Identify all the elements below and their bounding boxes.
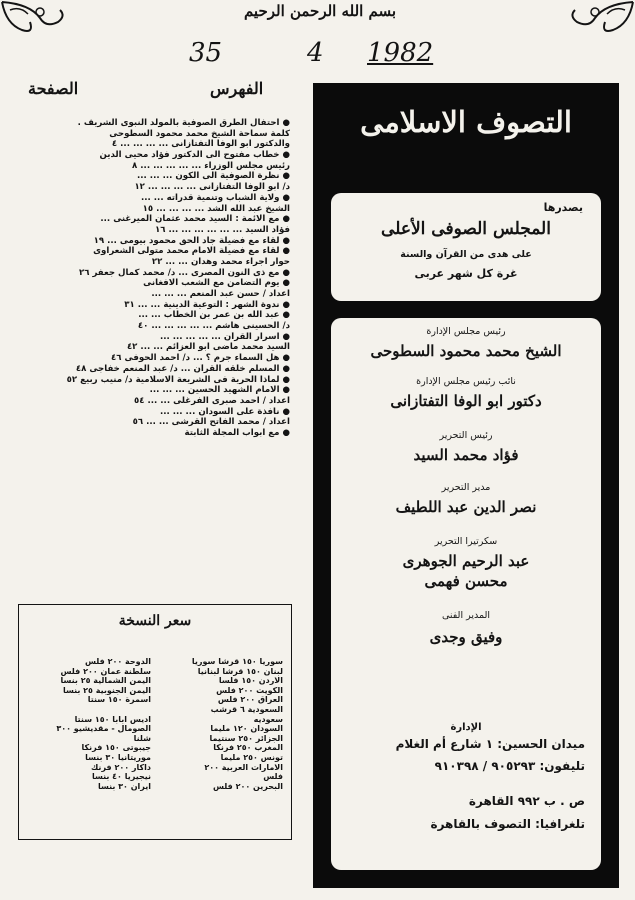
staff-card bbox=[331, 318, 601, 778]
price-entry: العراق ٢٠٠ فلس bbox=[217, 695, 283, 705]
price-entry: لبنان ١٥٠ قرشا لبنانيا bbox=[197, 666, 283, 676]
price-title: سعر النسخة bbox=[118, 613, 192, 629]
toc-entry: د/ ابو الوفا التفتازانى ... ... ... ... ١٢ bbox=[134, 182, 290, 193]
toc-entry: اعداد / احمد صبرى الفرغلى ... ... ٥٤ bbox=[134, 395, 290, 406]
frequency-line: غرة كل شهر عربى bbox=[414, 267, 518, 280]
guidance-line: على هدى من القرآن والسنة bbox=[400, 249, 532, 260]
toc-entry: رئيس مجلس الوزراء ... ... ... ... ... ٨ bbox=[132, 160, 290, 171]
toc-entry: ● ولاية الشباب وتنمية قدراته ... ... bbox=[141, 192, 290, 203]
admin-pobox: ص . ب ٩٩٢ القاهرة bbox=[468, 794, 585, 808]
toc-entry: د/ الحسينى هاشم ... ... ... ... ... ٤٠ bbox=[137, 321, 290, 332]
staff-name: عبد الرحيم الجوهرى bbox=[402, 552, 530, 570]
price-entry: السعودية ٦ قرشب bbox=[210, 704, 283, 714]
issue-year: 1982 bbox=[367, 38, 434, 68]
toc-title: الفهرس bbox=[210, 79, 264, 98]
price-entry: جيبوتى ١٥٠ فرنكا bbox=[81, 743, 151, 753]
staff-role: المدير الفنى bbox=[441, 610, 491, 621]
admin-address: ميدان الحسين: ١ شارع أم الغلام bbox=[395, 737, 585, 751]
toc-entry: ● لماذا الحرية فى الشريعة الاسلامية د/ منيب ربيع ٥٢ bbox=[66, 374, 290, 385]
ornament-corner-left bbox=[0, 0, 90, 40]
staff-name: دكتور ابو الوفا التفتازانى bbox=[390, 392, 542, 410]
toc-entry: ● نظرة الصوفية الى الكون ... ... ... bbox=[137, 171, 290, 182]
council-name: المجلس الصوفى الأعلى bbox=[381, 219, 551, 239]
price-entry: المغرب ٢٥٠ فرنكا bbox=[213, 743, 283, 753]
toc-entry: ● احتفال الطرق الصوفية بالمولد النبوى الشريف . bbox=[77, 118, 290, 128]
price-entry: تونس ٢٥٠ مليما bbox=[220, 752, 283, 762]
staff-role: سكرتيرا التحرير bbox=[434, 536, 498, 547]
price-entry: داكار ٢٠٠ فرنك bbox=[90, 762, 151, 772]
toc-entry: ● لقاء مع فضيلة الامام محمد متولى الشعراوى bbox=[93, 246, 290, 257]
price-entry: فلس bbox=[263, 772, 283, 782]
published-by: يصدرها bbox=[543, 201, 583, 214]
price-entry: سعوديه bbox=[253, 714, 283, 724]
staff-role: رئيس مجلس الإدارة bbox=[426, 326, 506, 337]
handwritten-issue-line bbox=[185, 38, 475, 78]
staff-role: نائب رئيس مجلس الإدارة bbox=[416, 376, 516, 387]
price-entry: نيجيريا ٤٠ بنسا bbox=[91, 772, 151, 782]
toc-entry: الشيخ عبد الله الشد ... ... ... ... ١٥ bbox=[142, 203, 290, 214]
staff-name: فؤاد محمد السيد bbox=[413, 446, 519, 464]
price-entry: الدوحة ٢٠٠ فلس bbox=[84, 657, 151, 666]
staff-role: رئيس التحرير bbox=[439, 430, 493, 441]
toc-entry: ● المسلم خلقه القرآن ... د/ عبد المنعم خفاجى ٤٨ bbox=[75, 363, 290, 374]
toc-entry: حوار اجراء محمد وهدان ... ... ٢٢ bbox=[151, 256, 290, 267]
toc-entry: ● مع ذى النون المصرى ... د/ محمد كمال جعفر ٢٦ bbox=[78, 267, 290, 278]
toc-entry: السيد محمد ماضى ابو العزائم ... ... ٤٢ bbox=[126, 342, 290, 353]
toc-entry: ● ندوة الشهر : التوعية الدينية ... ... ٣١ bbox=[124, 299, 290, 310]
staff-name: نصر الدين عبد اللطيف bbox=[395, 498, 537, 516]
staff-name: وفيق وجدى bbox=[429, 628, 503, 646]
toc-entry: ● لقاء مع فضيلة جاد الحق محمود بيومى ... ١٩ bbox=[93, 235, 290, 246]
admin-label: الإدارة bbox=[450, 722, 482, 733]
price-entry: الاردن ١٥٠ فلسا bbox=[218, 676, 283, 686]
staff-name: الشيخ محمد محمود السطوحى bbox=[370, 342, 562, 360]
publisher-card bbox=[331, 193, 601, 301]
admin-telegraph: تلغرافيا: التصوف بالقاهرة bbox=[430, 817, 585, 831]
toc-entry: اعداد / حسن عبد المنعم ... ... ... bbox=[151, 289, 290, 299]
toc-entry: ● اسرار القرآن ... ... ... ... ... bbox=[159, 331, 290, 342]
price-column-left bbox=[27, 657, 151, 791]
admin-phone: تليفون: ٩٠٥٢٩٣ / ٩١٠٣٩٨ bbox=[434, 759, 585, 773]
toc-entry: اعداد / محمد الفاتح القرشى ... ... ٥٦ bbox=[132, 417, 290, 428]
toc-entry: فؤاد السيد ... ... ... ... ... ... ١٦ bbox=[155, 224, 290, 235]
price-entry bbox=[27, 705, 151, 715]
staff-role: مدير التحرير bbox=[441, 482, 491, 493]
toc-entry: والدكتور ابو الوفا التفتازانى ... ... ... ... ٤ bbox=[111, 139, 290, 150]
toc-entry: كلمة سماحة الشيخ محمد محمود السطوحى bbox=[109, 128, 290, 139]
price-entry: الكويت ٢٠٠ فلس bbox=[216, 685, 283, 695]
price-entry: سلطنة عمان ٢٠٠ فلس bbox=[60, 666, 151, 676]
toc-entry: ● خطاب مفتوح الى الدكتور فؤاد محيى الدين bbox=[99, 150, 290, 161]
price-entry: موريتانيا ٣٠ بنسا bbox=[85, 752, 151, 762]
price-column-right bbox=[159, 657, 283, 791]
price-entry: اسمرة ١٥٠ سنتا bbox=[87, 695, 151, 705]
basmala: بسم الله الرحمن الرحيم bbox=[243, 2, 397, 20]
toc-page-heading: الصفحة bbox=[28, 79, 79, 98]
price-entry: ايران ٣٠ بنسا bbox=[97, 781, 151, 791]
toc-entry: ● يوم التضامن مع الشعب الافغانى bbox=[143, 278, 290, 289]
toc-entry: ● هل السماء جرم ؟ ... د/ احمد الحوفى ٤٦ bbox=[111, 353, 290, 364]
price-entry: الامارات العربية ٢٠٠ bbox=[204, 762, 283, 772]
issue-month: 4 bbox=[307, 38, 324, 68]
price-entry: اليمن الجنوبية ٢٥ بنسا bbox=[62, 685, 151, 695]
toc-entry: ● نافذة على السودان ... ... ... bbox=[159, 406, 290, 417]
price-entry: اليمن الشمالية ٢٥ بنسا bbox=[60, 676, 151, 686]
price-entry: اديس ابابا ١٥٠ سنتا bbox=[74, 714, 151, 724]
price-entry: الصومال - مقديشيو ٣٠٠ bbox=[56, 724, 151, 734]
price-entry: شلنا bbox=[133, 733, 151, 743]
masthead-panel bbox=[313, 83, 619, 888]
staff-name: محسن فهمى bbox=[424, 572, 508, 590]
issue-number: 35 bbox=[189, 38, 223, 68]
price-entry: سوريا ١٥٠ قرشا سوريا bbox=[191, 657, 283, 666]
price-entry: الجزائر ٢٥٠ سنتيما bbox=[209, 733, 283, 743]
admin-card bbox=[331, 710, 601, 870]
toc-entry: ● مع ابواب المجلة الثابتة bbox=[184, 427, 290, 438]
price-entry: البحرين ٢٠٠ فلس bbox=[212, 781, 283, 791]
price-box bbox=[18, 604, 292, 840]
price-entry: السودان ١٢٠ مليما bbox=[210, 724, 283, 734]
toc-list bbox=[18, 118, 290, 439]
toc-entry: ● مع الائمة : السيد محمد عثمان الميرغنى ... bbox=[100, 214, 290, 225]
magazine-title: التصوف الاسلامى bbox=[360, 105, 572, 139]
toc-entry: ● الامام الشهيد الحسين ... ... ... bbox=[149, 385, 290, 396]
ornament-corner-right bbox=[545, 0, 635, 40]
toc-entry: ● عبد الله بن عمر بن الخطاب ... ... bbox=[138, 310, 290, 321]
